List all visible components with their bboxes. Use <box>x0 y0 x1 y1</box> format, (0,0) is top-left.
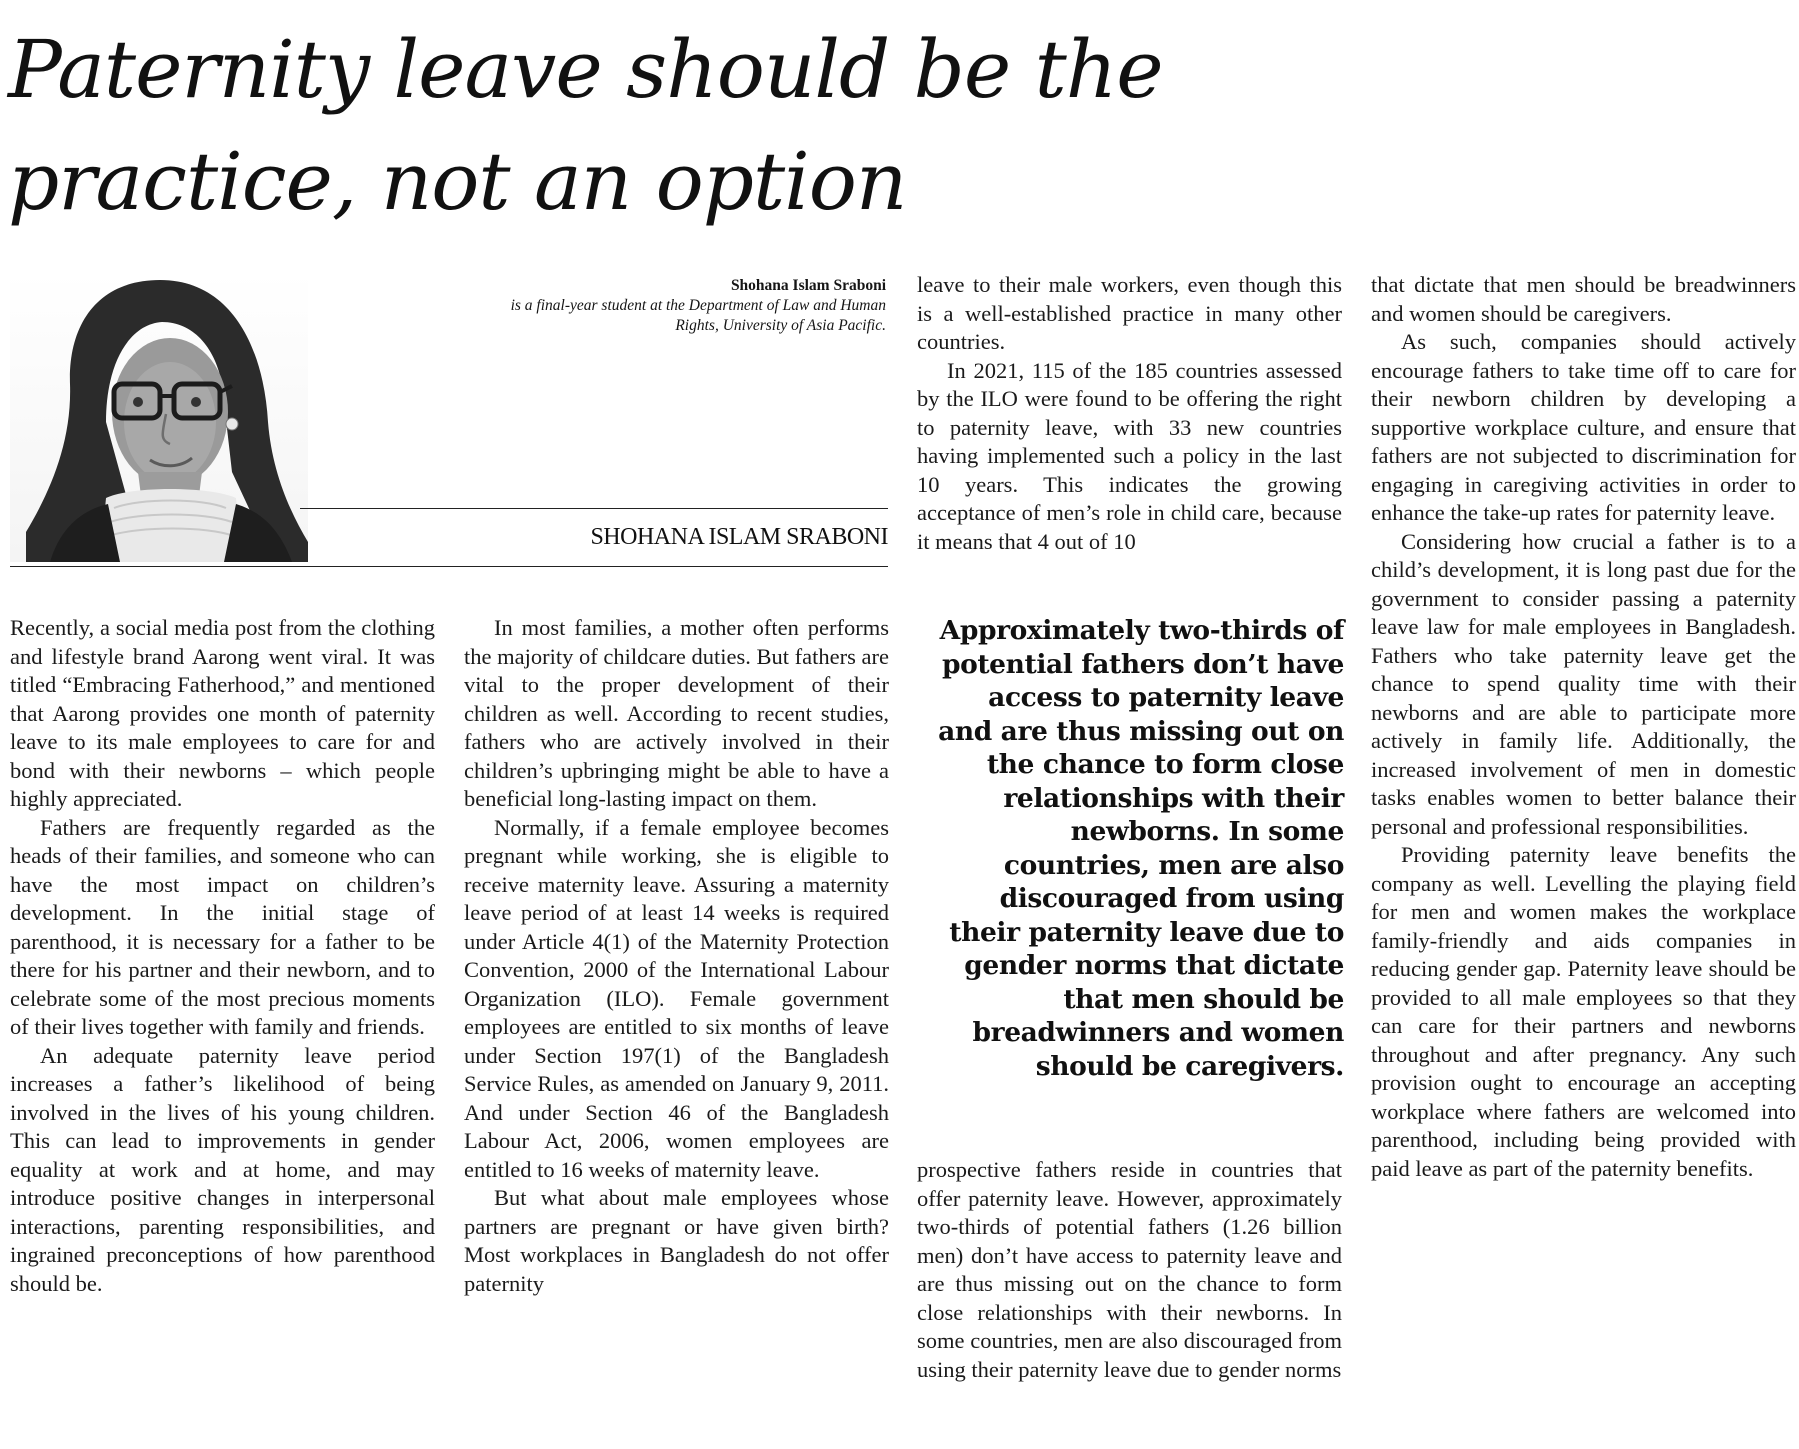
article-column-3-top <box>917 271 1342 556</box>
author-bio-name: Shohana Islam Sraboni <box>730 277 886 294</box>
article-column-1 <box>10 614 435 1298</box>
author-photo <box>10 272 308 562</box>
paragraph: Normally, if a female employee becomes pregnant while working, she is eligible to receive maternity leave. Assuring a maternity leave period of at least 14 weeks is required under Article 4(1) of the Maternity Protection Convention, 2000 of the International Labour Organization (ILO). Female government employees are entitled to six months of leave under Section 197(1) of the Bangladesh Service Rules, as amended on January 9, 2011. And under Section 46 of the Bangladesh Labour Act, 2006, women employees are entitled to 16 weeks of maternity leave. <box>464 814 889 1182</box>
headline-line-2: practice, not an option <box>8 135 907 228</box>
paragraph: An adequate paternity leave period increases a father’s likelihood of being involved in the lives of his young children. This can lead to improvements in gender equality at work and at home, and may introduce positive changes in interpersonal interactions, parenting responsibilities, and ingrained preconceptions of how parenthood should be. <box>10 1042 435 1296</box>
paragraph: Providing paternity leave benefits the company as well. Levelling the playing field for men and women makes the workplace family-friendly and aids companies in reducing gender gap. Paternity leave should be provided to all male employees so that they can care for their partners and newborns throughout and after pregnancy. Any such provision ought to encourage an accepting workplace where fathers are welcomed into parenthood, including being provided with paid leave as part of the paternity benefits. <box>1371 842 1796 1181</box>
paragraph: As such, companies should actively encourage fathers to take time off to care for their newborn children by developing a supportive workplace culture, and ensure that fathers are not subjected to discrimination for engaging in caregiving activities in order to enhance the take-up rates for paternity leave. <box>1371 329 1796 525</box>
paragraph: But what about male employees whose partners are pregnant or have given birth? Most workplaces in Bangladesh do not offer paternity <box>464 1185 889 1296</box>
paragraph: that dictate that men should be breadwinners and women should be caregivers. <box>1371 272 1796 326</box>
paragraph: In most families, a mother often performs the majority of childcare duties. But fathers are vital to the proper development of their children as well. According to recent studies, fathers who are actively involved in their children’s upbringing might be able to have a beneficial long-lasting impact on them. <box>464 615 889 811</box>
header-divider <box>10 566 888 567</box>
paragraph: prospective fathers reside in countries that offer paternity leave. However, approximately two-thirds of potential fathers (1.26 billion men) don’t have access to paternity leave and are thus missing out on the chance to form close relationships with their newborns. In some countries, men are also discouraged from using their paternity leave due to gender norms <box>917 1157 1342 1382</box>
headline-line-1: Paternity leave should be the <box>8 23 1163 116</box>
paragraph: leave to their male workers, even though this is a well-established practice in many other countries. <box>917 272 1342 354</box>
headline <box>8 14 1468 238</box>
author-bio <box>500 276 886 336</box>
byline: SHOHANA ISLAM SRABONI <box>590 524 888 550</box>
article-column-4 <box>1371 271 1796 1183</box>
pull-quote: Approximately two-thirds of potential fathers don’t have access to paternity leave and are thus missing out on the chance to form close relationships with their newborns. In some countries, men are also discouraged from using their paternity leave due to gender norms that dictate that men should be breadwinners and women should be caregivers. <box>938 615 1344 1082</box>
paragraph: Fathers are frequently regarded as the heads of their families, and someone who can have the most impact on children’s development. In the initial stage of parenthood, it is necessary for a father to be there for his partner and their newborn, and to celebrate some of the most precious moments of their lives together with family and friends. <box>10 814 435 1039</box>
paragraph: Recently, a social media post from the clothing and lifestyle brand Aarong went viral. It was titled “Embracing Fatherhood,” and mentioned that Aarong provides one month of paternity leave to its male employees to care for and bond with their newborns – which people highly appreciated. <box>10 615 435 811</box>
paragraph: Considering how crucial a father is to a child’s development, it is long past due for the government to consider passing a paternity leave law for male employees in Bangladesh. Fathers who take paternity leave get the chance to spend quality time with their newborns and are able to participate more actively in family life. Additionally, the increased involvement of men in domestic tasks enables women to better balance their personal and professional responsibilities. <box>1371 528 1796 839</box>
paragraph: In 2021, 115 of the 185 countries assessed by the ILO were found to be offering the right to paternity leave, with 33 new countries having implemented such a policy in the last 10 years. This indicates the growing acceptance of men’s role in child care, because it means that 4 out of 10 <box>917 357 1342 554</box>
byline-divider <box>300 508 888 509</box>
author-bio-description: is a final-year student at the Department of Law and Human Rights, University of Asia Pacific. <box>510 297 886 334</box>
article-column-3-bottom <box>917 1156 1342 1384</box>
article-column-2 <box>464 614 889 1298</box>
